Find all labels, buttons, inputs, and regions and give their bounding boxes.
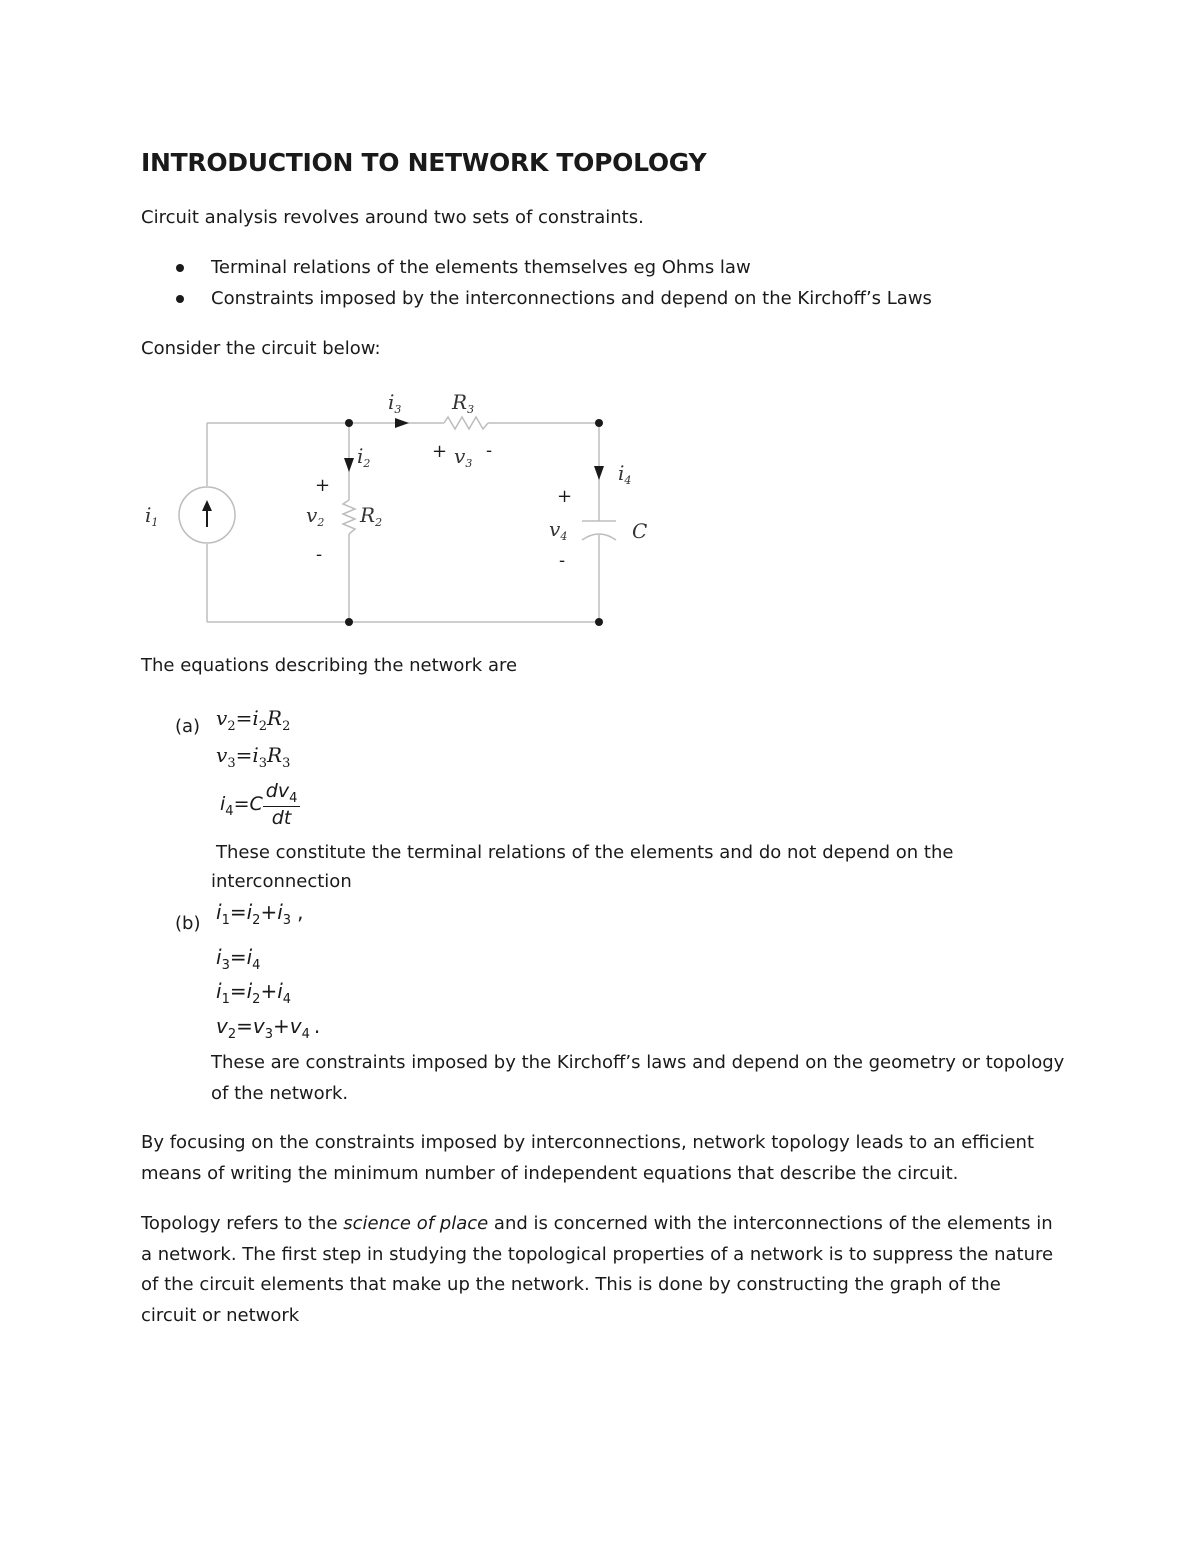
bullet-item: Constraints imposed by the interconnections and depend on the Kirchoff’s Laws: [211, 288, 932, 309]
equation-b2: $i_3=i_4$: [216, 945, 261, 973]
resistor-r2-icon: [343, 500, 355, 534]
node-bottom-right-icon: [595, 618, 603, 626]
part-a-label: (a): [175, 716, 201, 737]
part-a-note-line1: These constitute the terminal relations of the elements and do not depend on the: [216, 842, 954, 863]
polarity-minus-v4: -: [559, 550, 566, 571]
bullet-icon: [176, 264, 184, 272]
part-b-note-line2: of the network.: [211, 1083, 349, 1104]
equation-a2: $v_3=i_3R_3$: [216, 743, 291, 771]
polarity-minus-v2: -: [316, 544, 323, 565]
polarity-minus-v3: -: [486, 440, 493, 461]
label-i3: $i_3$: [388, 390, 402, 416]
part-a-note-line2: interconnection: [211, 871, 352, 892]
equations-intro: The equations describing the network are: [141, 655, 518, 676]
equation-a1: $v_2=i_2R_2$: [216, 706, 291, 734]
consider-text: Consider the circuit below:: [141, 338, 381, 359]
node-bottom-mid-icon: [345, 618, 353, 626]
label-v2: $v_2$: [306, 503, 325, 529]
equation-b3: $i_1=i_2+i_4$: [216, 979, 292, 1007]
label-i4: $i_4$: [618, 461, 632, 487]
polarity-plus-v2: +: [315, 475, 331, 496]
paragraph-focus: By focusing on the constraints imposed by interconnections, network topology leads to an efficient means of writing the minimum number of independent equations that describe the circuit.: [141, 1132, 1035, 1184]
bullet-item: Terminal relations of the elements themselves eg Ohms law: [211, 257, 751, 278]
page-title: INTRODUCTION TO NETWORK TOPOLOGY: [141, 148, 707, 177]
paragraph-topology: Topology refers to the science of place and is concerned with the interconnections of the elements in a network. The first step in studying the topological properties of a network is to suppress the nature of the circuit elements that make up the network. This is done by constructing the graph of the circuit or network: [141, 1213, 1054, 1326]
label-i2: $i_2$: [357, 444, 371, 470]
label-r2: $R_2$: [360, 503, 383, 529]
label-c: C: [632, 519, 648, 543]
source-arrow-head-icon: [202, 500, 212, 511]
bullet-icon: [176, 295, 184, 303]
emphasis-science-of-place: science of place: [343, 1213, 489, 1234]
equation-b1: $i_1=i_2+i_3$ ,: [216, 900, 304, 928]
current-arrow-i3-icon: [395, 418, 409, 428]
intro-text: Circuit analysis revolves around two sets of constraints.: [141, 207, 644, 228]
label-r3: $R_3$: [452, 390, 475, 416]
polarity-plus-v3: +: [432, 441, 448, 462]
equation-b4: $v_2=v_3+v_4$ .: [216, 1014, 321, 1042]
node-top-right-icon: [595, 419, 603, 427]
current-arrow-i2-icon: [344, 458, 354, 472]
circuit-diagram: [0, 385, 1200, 645]
label-v4: $v_4$: [549, 517, 568, 543]
label-v3: $v_3$: [454, 444, 473, 470]
polarity-plus-v4: +: [557, 486, 573, 507]
resistor-r3-icon: [444, 417, 488, 429]
part-b-label: (b): [175, 913, 201, 934]
current-arrow-i4-icon: [594, 466, 604, 480]
label-i1: $i_1$: [145, 503, 159, 529]
part-b-note-line1: These are constraints imposed by the Kirchoff’s laws and depend on the geometry or topology: [211, 1052, 1065, 1073]
derivative-fraction: $\frac{dv_4}{dt}$: [263, 780, 301, 829]
node-top-mid-icon: [345, 419, 353, 427]
equation-a3: $i_4=C$ $\frac{dv_4}{dt}$: [220, 780, 300, 829]
